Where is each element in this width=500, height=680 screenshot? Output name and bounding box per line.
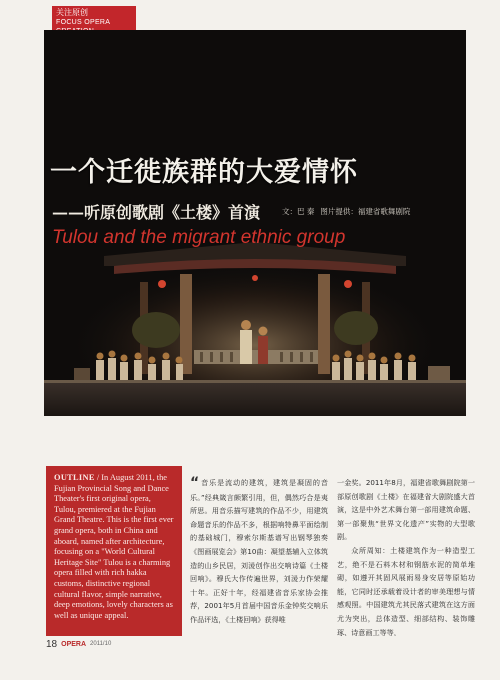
credit-line (282, 206, 462, 217)
open-quote-glyph: “ (190, 476, 200, 491)
outline-box (46, 466, 182, 636)
page-number: 18 (46, 638, 58, 650)
magazine-name: OPERA (61, 640, 87, 648)
issue-number: 2011/10 (90, 641, 112, 647)
article-title-en: Tulou and the migrant ethnic group (52, 227, 346, 248)
section-label-cn: 关注原创 (56, 8, 88, 17)
outline-lead: OUTLINE (54, 473, 95, 482)
article-subtitle: ——听原创歌剧《土楼》首演 (52, 203, 261, 222)
article-title: 一个迁徙族群的大爱情怀 (50, 157, 358, 188)
outline-text: / In August 2011, the Fujian Provincial Song and Dance Theater's first original opera, Tulou, premiered at the Fujian Grand Theatre. This is the first ever grand opera, both in China and aboard, named after architecture, focusing on a "World Cultural Heritage Site" Tulou is a charming opera filled with rich hakka customs, distinctive regional cultural flavor, simple narrative, deep emotions, lovely characters as well as unique appeal. (54, 473, 174, 620)
body-col1-text: 音乐是流动的建筑，建筑是凝固的音乐。”经典箴言颇繁引用，但，偶然巧合是夷所思。用音乐描写建筑的作品不少，用建筑命题音乐的作品不多，根据响特鼻平面绘制的基础城门，穆索尔斯基谱写出钢琴独奏《图画展览会》第10曲：凝望基辅入立体筑造的山乡民居，刘湲创作出交响诗篇《土楼回响》。穆氏大作传遍世界，刘湲力作荣耀十年。正好十年，经福建省音乐家协会推荐，2001年5月首届中国音乐金钟奖交响乐作品评选，《土楼回响》获得唯 (190, 478, 328, 624)
body-paragraph: 众所周知：土楼建筑作为一种造型工艺，绝不是石料木材和钢筋水泥的简单堆砌，如遵开其固风展雨易身安居等原始功能，它同时还承载着设计者的审美理想与情感观照。中国建筑尤其民落式建筑在这方面尤为突出，总体造型、细部结构、装饰雕琢、诗意画工等等， (337, 545, 475, 636)
stage-photo (44, 30, 466, 416)
author-credit: 文：巴 秦 (282, 207, 315, 216)
page-footer (46, 638, 111, 650)
body-column-1 (190, 476, 328, 636)
body-paragraph: 一金奖。2011年8月，福建省歌舞剧院第一部原创歌剧《土楼》在福建省大剧院盛大首演，这是中外艺术舞台第一部用建筑命题、第一部聚焦“世界文化遗产”实物的大型歌剧。 (337, 478, 475, 542)
photo-credit: 图片提供：福建省歌舞剧院 (320, 207, 411, 216)
body-column-2 (337, 476, 475, 636)
body-paragraph (190, 476, 328, 627)
section-label-en: FOCUS OPERA (56, 19, 110, 26)
stage-illustration (44, 30, 466, 416)
